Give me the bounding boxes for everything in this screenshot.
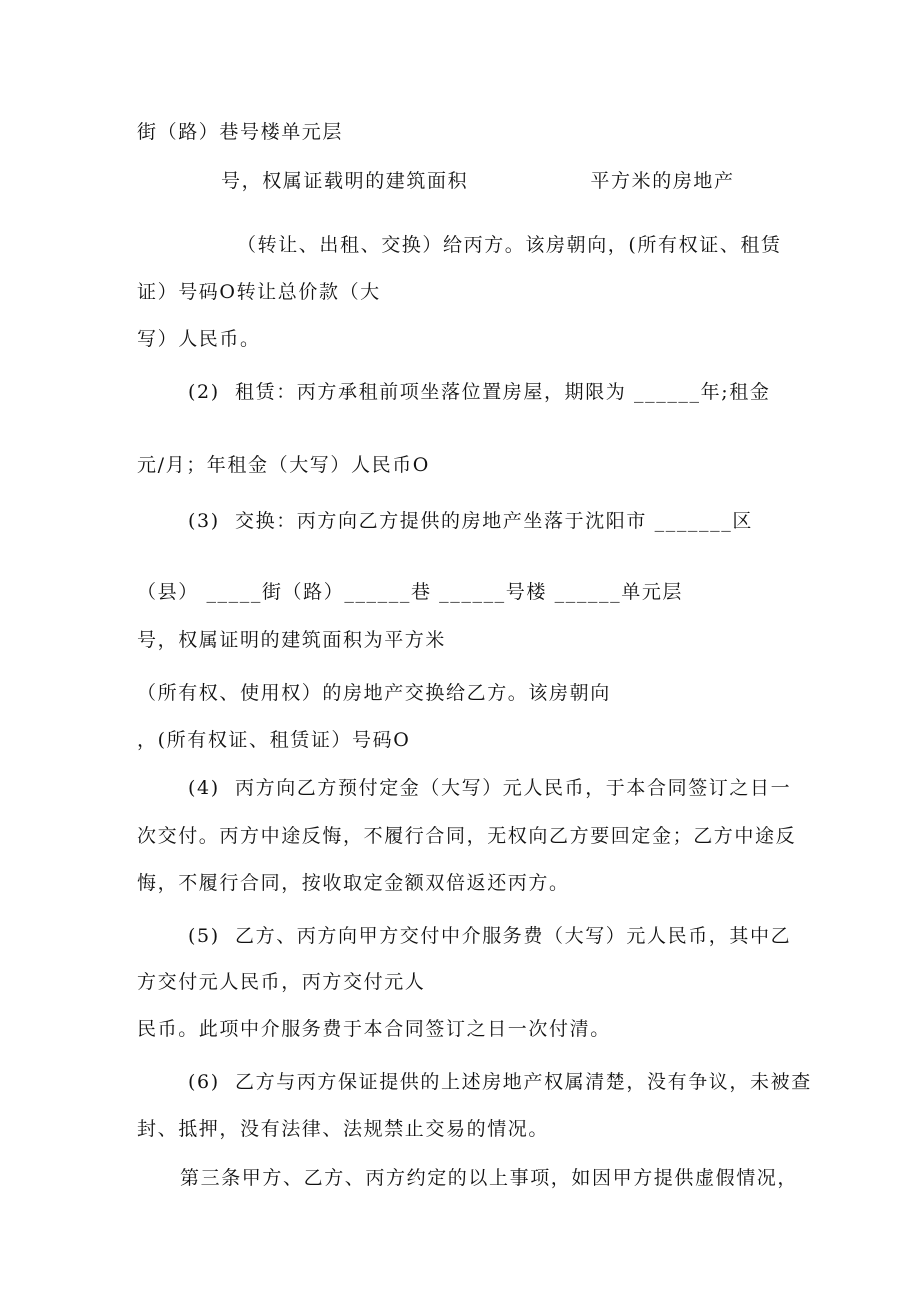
text-line: 号，权属证明的建筑面积为平方米 xyxy=(137,629,447,651)
text-line: 证）号码O转让总价款（大 xyxy=(137,281,381,303)
text-line: (3) 交换：丙方向乙方提供的房地产坐落于沈阳市 _______区 xyxy=(188,510,753,532)
text-line: 次交付。丙方中途反悔，不履行合同，无权向乙方要回定金；乙方中途反 xyxy=(137,825,797,847)
text-line: ，(所有权证、租赁证）号码O xyxy=(137,729,411,751)
text-line: (4) 丙方向乙方预付定金（大写）元人民币，于本合同签订之日一 xyxy=(188,777,792,799)
text-line: (6) 乙方与丙方保证提供的上述房地产权属清楚，没有争议，未被查 xyxy=(188,1071,812,1093)
text-line: 第三条甲方、乙方、丙方约定的以上事项，如因甲方提供虚假情况， xyxy=(180,1167,799,1189)
text-line: （转让、出租、交换）给丙方。该房朝向，(所有权证、租赁 xyxy=(237,234,782,256)
text-line: 封、抵押，没有法律、法规禁止交易的情况。 xyxy=(137,1118,550,1140)
text-line: (5) 乙方、丙方向甲方交付中介服务费（大写）元人民币，其中乙 xyxy=(188,925,792,947)
text-line: 街（路）巷号楼单元层 xyxy=(137,121,344,143)
text-line: （所有权、使用权）的房地产交换给乙方。该房朝向 xyxy=(137,682,611,704)
text-line: 悔，不履行合同，按收取定金额双倍返还丙方。 xyxy=(137,872,570,894)
text-line: (2) 租赁：丙方承租前项坐落位置房屋，期限为 ______年;租金 xyxy=(188,381,771,403)
text-line: 写）人民币。 xyxy=(137,328,261,350)
text-line: 元/月；年租金（大写）人民币O xyxy=(137,454,430,476)
text-line: 民币。此项中介服务费于本合同签订之日一次付清。 xyxy=(137,1018,611,1040)
text-line: （县） _____街（路）______巷 ______号楼 ______单元层 xyxy=(137,581,684,603)
text-line: 号，权属证载明的建筑面积 平方米的房地产 xyxy=(221,170,735,192)
text-line: 方交付元人民币，丙方交付元人 xyxy=(137,971,426,993)
